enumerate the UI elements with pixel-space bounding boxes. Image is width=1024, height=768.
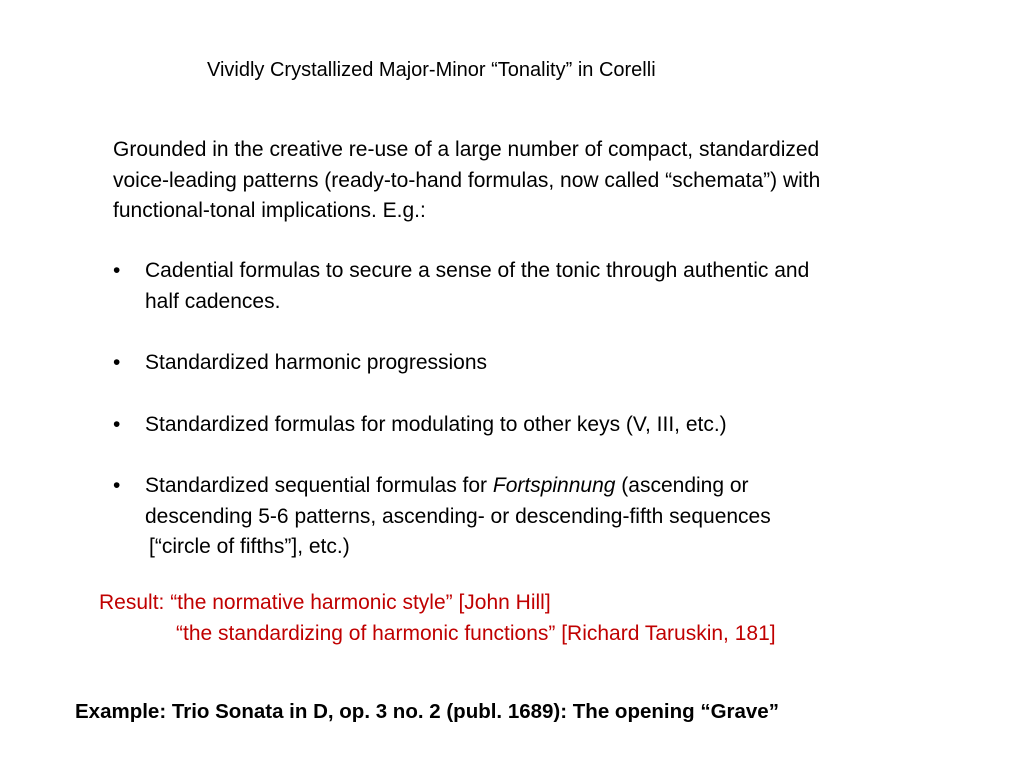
bullet-item-sequential [113,471,933,563]
bullet-text: (ascending or [615,474,749,497]
bullet-line: half cadences. [145,289,281,313]
intro-paragraph [113,135,943,227]
example-heading: Example: Trio Sonata in D, op. 3 no. 2 (publ. 1689): The opening “Grave” [75,700,779,723]
bullet-line: descending 5-6 patterns, ascending- or descending-fifth sequences [145,504,771,528]
intro-line: voice-leading patterns (ready-to-hand formulas, now called “schemata”) with [113,168,821,192]
bullet-item-harmonic [113,348,933,379]
bullet-item-cadential [113,256,933,317]
intro-line: Grounded in the creative re-use of a large number of compact, standardized [113,138,820,161]
bullet-line: [“circle of fifths”], etc.) [149,535,350,558]
bullet-line: Cadential formulas to secure a sense of the tonic through authentic and [145,259,810,282]
italic-term: Fortspinnung [492,474,616,497]
bullet-text: Standardized sequential formulas for [145,474,493,497]
bullet-item-modulating [113,410,933,441]
slide-title: Vividly Crystallized Major-Minor “Tonality” in Corelli [207,59,656,81]
result-line: Result: “the normative harmonic style” [John Hill] [99,591,551,614]
intro-line: functional-tonal implications. E.g.: [113,199,426,222]
bullet-list [113,256,933,594]
result-line: “the standardizing of harmonic functions” [Richard Taruskin, 181] [176,622,776,645]
bullet-icon: • [113,474,121,497]
bullet-icon: • [113,259,121,282]
bullet-icon: • [113,351,121,374]
bullet-icon: • [113,412,121,436]
bullet-line [145,471,933,502]
result-block [99,587,959,649]
bullet-line: Standardized harmonic progressions [145,351,488,374]
bullet-line: Standardized formulas for modulating to other keys (V, III, etc.) [145,412,727,436]
